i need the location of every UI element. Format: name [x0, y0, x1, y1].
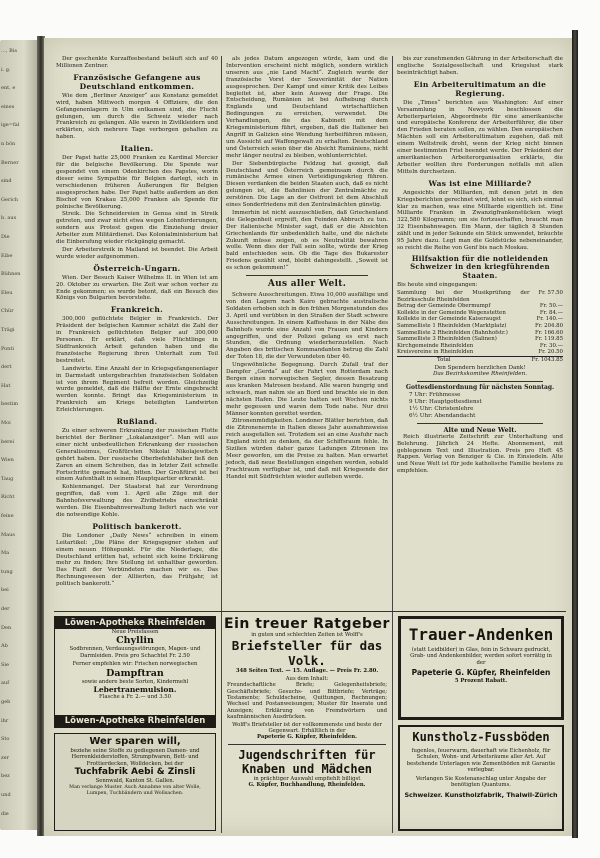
margin-fragment: Trägi — [1, 327, 15, 333]
margin-fragment: bei — [1, 587, 9, 594]
donation-label: Kirchgemeinde Rheinfelden — [397, 342, 474, 349]
margin-fragment: Die — [1, 234, 10, 240]
pharmacy-tagline: Neue Preisfassen — [111, 629, 159, 635]
brief-content-heading: Aus dem Inhalt: — [285, 675, 329, 682]
margin-fragment: Richt — [1, 494, 15, 501]
donation-amount: Fr. 204.80 — [534, 322, 563, 329]
margin-fragment: ihr — [1, 717, 9, 724]
pharmacy-ad — [54, 616, 216, 728]
paragraph: Der geschenkte Kurzaffeebestand beläuft sich auf 40 Millionen Zentner. — [56, 56, 218, 69]
jugend-title: Jugendschriften für Knaben und Mädchen — [238, 747, 376, 776]
trauer-title: Trauer-Andenken — [408, 625, 554, 644]
paragraph: Zu einer schweren Erkrankung der russischen Flotte berichtet der Berliner „Lokalanzeiger“. Man will aus einer nicht unbedeutlichen Erkrankung der russischen Generalissimus, Großfürsten Nikolai Nikolajewitsch gehört haben. Der russische Oberbefehlshaber ließ den Zaren an einem Schreiben, das in letzter Zeit schnelle Fortschritte gemacht hat, bitten. Der Großfürst ist bei einem Aufenthalt in seinem Hauptquartier erkrankt. — [56, 428, 218, 483]
divider — [246, 275, 368, 276]
margin-fragment: Ponti — [1, 345, 15, 352]
donation-amount: Fr. 119.85 — [534, 336, 563, 343]
donation-amount: Fr. 57.50 — [538, 289, 563, 296]
column-rule — [392, 56, 393, 648]
spar-text: beziehe seine Stoffe zu gediegenen Damen- und Herrenkleiderstoffen, Strumpfwaren, Bett- und Frottierdecken, Wolldecken, bei der — [70, 748, 200, 767]
margin-fragment: Berner — [1, 159, 19, 166]
pharmacy-name: Löwen-Apotheke Rheinfelden — [55, 617, 215, 629]
headline: Aus aller Welt. — [267, 279, 347, 290]
margin-fragment: die — [1, 810, 9, 817]
ads-divider — [54, 611, 566, 612]
donation-label: Kollekte in der Gemeinde Wegenstetten — [397, 309, 506, 316]
paragraph: 300,000 geflüchtete Belgier in Frankreich. Der Präsident der belgischen Kammer schätzt die Zahl der in Frankreich geflüchteten Belgier auf 300,000 Personen. Er erklärt, daß viele Flüchtlinge in Südfrankreich Arbeit gefunden haben und die französische Regierung ihren Unterhalt zum Teil bestreitet. — [56, 316, 218, 364]
donation-label: Sammelliste 3 Rheinfelden (Salinen) — [397, 336, 497, 343]
margin-fragment: eines — [1, 103, 15, 110]
signature-line: Das Bezirkskomitee Rheinfelden. — [432, 371, 527, 378]
donation-label: Sammelliste 1 Rheinfelden (Marktplatz) — [397, 322, 507, 329]
donation-amount: Fr. 30.— — [539, 342, 563, 349]
margin-fragment: auf — [1, 680, 10, 687]
ratgeber-sub: in guten und schlechten Zeiten ist Wolff's — [251, 632, 363, 638]
trauer-text: (statt Leidbilder) in Glas, fein in Schwarz gedruckt, Grab- und Andenkenbilder, werden sofort vorrätig in der — [410, 647, 552, 666]
margin-fragment: Sto — [1, 736, 10, 743]
kunst-title: Kunstholz-Fussböden — [412, 730, 550, 744]
schedule-item: 1½ Uhr: Christenlehre — [409, 406, 474, 413]
headline: Was ist eine Milliarde? — [428, 178, 532, 188]
margin-fragment: Hat — [1, 382, 11, 389]
paragraph: Zitronenmüdigkeiten. Londoner Blätter berichten, daß die Zitronenernte in Italien dieses Jahr ausnahmsweise reich ausgefallen sei. Trotzdem sei an eine Ausfuhr nach England nicht zu denken, da der Schiffsraum fehle. In Sizilien würden daher ganze Ladungen Zitronen ins Meer geworfen, um die Preise zu halten. Man erwartet jedoch, daß neue Bestellungen eingehen werden, sobald Frachtraum verfügbar ist, und daß mit Kriegsende der Handel mit Südfrüchten wieder aufleben werde. — [226, 418, 388, 480]
total-amount: Fr. 1043.85 — [531, 356, 563, 363]
list-intro: Bis heute sind eingegangen: — [397, 282, 478, 289]
table-row — [397, 310, 563, 317]
paragraph: Die Londoner „Daily News“ schreiben in einem Leitartikel: „Die Pläne der Kriegsgegner stehen auf einem neuen Höhepunkt. Für die Niederlage, die Deutschland erlitten hat, scheint sich keine Erklärung mehr zu finden; Ihre Stellung ist unhaltbar geworden. Das Fazit der Verbündeten machen wir es. Das Rechnungswesen der Alliierten, das Frühjahr, ist politisch bankerott.“ — [56, 532, 218, 588]
donation-amount: Fr. 50.— — [539, 303, 563, 310]
donation-label: Sammlung bei der Musikprüfung der Bezirksschule Rheinfelden — [397, 289, 530, 303]
margin-fragment: Moi — [1, 420, 11, 426]
jugend-publisher: G. Küpfer, Buchhandlung, Rheinfelden. — [248, 782, 366, 789]
thanks-line: Den Spendern herzlichen Dank! — [434, 364, 526, 371]
headline: Französische Gefangene aus Deutschland entkommen. — [73, 72, 201, 91]
brief-publisher: Papeterie G. Küpfer, Rheinfelden. — [257, 734, 357, 741]
margin-fragment: ent, e — [1, 85, 16, 92]
spar-small: Man verlange Muster. Auch Annahme von alter Wolle, Lumpen, Tuchbändern und Wollsachen. — [69, 784, 201, 797]
margin-fragment: Maus — [1, 531, 15, 538]
paragraph: Streik. Die Schneidereien in Genua sind in Streik getreten, und zwar nicht etwa wegen Lohnforderungen, sondern aus Protest gegen die Einziehung dreier Arbeiter zum Militärdienst. Das Kolonialministerium hat die Einberufung wieder rückgängig gemacht. — [56, 211, 218, 246]
margin-fragment: bez — [1, 773, 10, 780]
paragraph: Landwirte. Eine Anzahl der in Kriegsgefangenenlager in Darmstadt untergebrachten französischen Soldaten ist von ihrem Regiment befreit worden. Gleichzeitig wurde gemeldet, daß die Hälfte der Ernte eingebracht werden konnte. Bringt das Kriegsministerium in Frankreich am Kriege beteiligten Landwirten Erleichterungen. — [56, 365, 218, 414]
paragraph: bis zur zunehmenden Gährung in der Arbeiterschaft die englische Sozialgesellschaft und Kriegslust stark beeinträchtigt haben. — [397, 56, 563, 76]
lebertran-name: Lebertranemulsion. — [93, 685, 177, 695]
pharmacy-name-footer: Löwen-Apotheke Rheinfelden — [55, 715, 215, 727]
dampftran-text: sowie andere beste Sorten, Kindermehl — [81, 678, 189, 685]
book-edge — [572, 30, 578, 838]
paragraph: als jedes Datum angezogen würde, kam und die Intervention erscheint nicht möglich, sondern wirklich unseren aus „nie Land Macht“. Zugleich wurde der französische Vorst der Souveränität der Nation ausgesprochen. Der Kampf und einer Kritik des Leibes begleitet ist, aber kein Ausweg der Frage. Die Entscheidung, Rumänien ist bei Aufhebung durch Englands und Deutschland wirtschaftlichen Bedingungen zu erreichen, verwendet. Die Verhandlungen, die das Kabinett mit dem Kriegsministerium führt, ergeben, daß die Italiener bei Angriff in Galizien eine Wendung herbeiführen müssen, um Aussicht auf Waffengewalt zu erhalten. Deutschland und Österreich seien über die Absicht Rumäniens, nicht mehr länger neutral zu bleiben, wohlunterrichtet. — [226, 56, 388, 159]
schedule-list — [397, 392, 563, 420]
margin-fragment: berei — [1, 438, 15, 445]
trauer-firm: Papeterie G. Küpfer, Rheinfelden — [411, 668, 551, 678]
paragraph: Die „Times“ berichten aus Washington: Auf einer Versammlung in Newyork beschlossen die Arbeiterparteien, Abgeordnete für eine amerikanische und europäische Konferenz der Arbeiterführer, die über den Frieden beraten sollen, zu wählen. Den europäischen Mächten soll ein Arbeiterultimatum zugehen, daß mit einem Weltstreik droht, wenn der Krieg nicht binnen einer bestimmten Frist beendet werde. Der Präsident der amerikanischen Arbeiterorganisation erklärte, die Arbeiter wollten ihre Forderungen notfalls mit allen Mitteln durchsetzen. — [397, 99, 563, 175]
headline: Politisch bankerott. — [92, 521, 182, 531]
brief-content: Freundschaftliche Briefe; Gelegenheitsbriefe; Geschäftsbriefe; Gesuchs- und Bittbriefe; Verträge; Testamente; Schuldscheine, Quittungen, Rechnungen; Wechsel und Postanweisungen; Muster für Inserate und Anzeigen; Erklärung von Fremdwörtern und kaufmännischen Ausdrücken. — [227, 682, 387, 721]
margin-fragment: Sie — [1, 661, 9, 668]
margin-fragment: …, Bis — [1, 48, 18, 54]
headline: Frankreich. — [110, 305, 164, 315]
margin-fragment: Den — [1, 624, 12, 631]
kunst-text: fugenlos, feuerwarm, dauerhaft wie Eichenholz, für Schulen, Wohn- und Arbeitsräume aller Art. Auf bestehende Unterlagen wie Zementböden mit Garantie verlegbar. — [406, 748, 556, 774]
schedule-item: 9 Uhr: Hauptgottesdienst — [409, 399, 482, 406]
paragraph: Der Arbeiterstreik in Mailand ist beendet. Die Arbeit wurde wieder aufgenommen. — [56, 246, 218, 260]
paragraph: Wie dem „Berliner Anzeiger“ aus Konstanz gemeldet wird, haben Mittwoch morgen 4 Offiziere, die den Gefangenenlagern in Ulm entkamen sind, die Flucht gelungen, um durch die Schweiz wieder nach Frankreich zu gelangen. Alle waren in Zivilkleidern und erklärten, sich mehrere Tage verborgen gehalten zu haben. — [56, 92, 218, 141]
column-rule — [221, 613, 222, 833]
table-row — [397, 316, 563, 323]
total-label: Total — [397, 356, 530, 363]
margin-fragment: geb — [1, 699, 11, 705]
schedule-item: 7 Uhr: Frühmesse — [409, 392, 461, 399]
divider — [228, 744, 386, 745]
table-row — [397, 349, 563, 356]
brief-meta: 348 Seiten Text. — 15. Auflage. — Preis Fr. 2.80. — [235, 668, 379, 675]
margin-fragment: b. aus — [1, 215, 17, 222]
paragraph: Der Siebenbürgische Feldzug hat gezeigt, daß Deutschland und Österreich gemeinsam durch die rumänische Armee einen Verteidigungskrieg führen. Diesen verdanken die beiden Staaten auch, daß es nicht gelungen ist, die Bahnlinien der Zentralmächte zu zerstören. Die Lage an der Ostfront ist dem Abschluß eines Sonderfriedens mit den Zentralmächten günstig. — [226, 160, 388, 209]
donation-amount: Fr. 166.60 — [534, 329, 563, 336]
margin-fragment: Gerich — [1, 196, 18, 203]
briefsteller-title: Briefsteller für das Volk. — [231, 638, 383, 669]
headline: Rußland. — [116, 417, 158, 427]
margin-fragment: ige=fal — [1, 122, 20, 129]
dampftran-name: Dampftran — [106, 667, 164, 679]
margin-fragment: tung — [1, 568, 13, 575]
column-rule — [221, 56, 222, 648]
margin-fragment: Ma — [1, 550, 10, 557]
paragraph: Wien. Der Besuch Kaiser Wilhelms II. in Wien ist am 20. Oktober zu erwarten. Die Zeit war schon vorher zu Ende gekommen; es wurde betont, daß ein Besuch des Königs von Bulgarien bevorstehe. — [56, 274, 218, 302]
schedule-item: 6½ Uhr: Abendandacht — [409, 412, 476, 419]
donation-amount: Fr. 20.50 — [538, 349, 563, 356]
margin-fragment: Taug — [1, 475, 14, 482]
trauer-rabatt: 5 Prozent Rabatt. — [454, 678, 508, 685]
table-row — [397, 356, 563, 363]
margin-fragment: Chür — [1, 308, 14, 315]
donation-label: Sammelliste 2 Rheinfelden (Bahnhofstr.) — [397, 329, 508, 336]
column-3 — [397, 56, 563, 576]
margin-fragment: Ab — [1, 643, 8, 650]
margin-fragment: bestim — [1, 401, 19, 408]
headline: Ein Arbeiterultimatum an die Regierung. — [413, 79, 547, 98]
margin-fragment: feine — [1, 513, 14, 519]
paragraph: Angesichts der Milliarden, mit denen jetzt in den Kriegsberichten gerechnet wird, lohnt es sich, sich einmal klar zu machen, was eine Milliarde eigentlich ist. Eine Milliarde Franken in Zwanzigfrankenstücken wiegt 322,580 Kilogramm; um sie fortzuschaffen, braucht man 32 Eisenbahnwagen. Ein Mann, der täglich 8 Stunden zählt und in jeder Sekunde ein Stück umwendet, bräuchte 95 Jahre dazu. Legt man die Goldstücke nebeneinander, so reicht die Reihe von Genf bis nach Moskau. — [397, 189, 563, 251]
divider — [417, 423, 543, 424]
headline: Italien. — [120, 144, 154, 154]
table-row — [397, 323, 563, 330]
headline: Hilfsaktion für die notleidenden Schweizer in den kriegführenden Staaten. — [410, 253, 550, 280]
briefsteller-ad — [224, 616, 390, 831]
donation-label: Betrag der Gemeinde Obermumpf — [397, 303, 491, 310]
kunst-firm: Schweizer. Kunstholzfabrik, Thalwil-Zürich — [404, 791, 558, 800]
margin-fragment: der — [1, 606, 10, 612]
margin-fragment: sind — [1, 178, 12, 185]
brief-tail: Wolff's Briefsteller ist der vollkommenste und beste der Gegenwart. Erhältlich in der — [232, 721, 382, 735]
paragraph: Der Papst hatte 25,000 Franken zu Kardinal Mercier für die belgische Bevölkerung. Die Spende war gespendet von einem Odenkirchen des Papstes, worin dieser seine Sympathie für Belgien darlegt, sich in verschiedenen früheren Äußerungen für Belgien ausgesprochen habe. Der Papst hatte außerdem an den Bischof von Krakau 25,000 Franken als Spende für polnische Bevölkerung. — [56, 155, 218, 210]
spar-place: Sennwald, Kanton St. Gallen. — [95, 778, 175, 785]
tuchfabrik-ad — [54, 733, 216, 831]
column-1 — [56, 56, 218, 588]
table-row — [397, 336, 563, 343]
margin-fragment: zer — [1, 754, 9, 761]
margin-fragment: Bühnen — [1, 271, 21, 278]
table-row — [397, 343, 563, 350]
headline: Österreich-Ungarn. — [93, 263, 181, 273]
newspaper-page — [44, 38, 574, 836]
chyllin-name: Chyllin — [116, 635, 154, 647]
donation-amount: Fr. 84.— — [539, 309, 563, 316]
donation-label: Kreisvereine in Rheinfelden — [397, 349, 474, 356]
headline: Alte und Neue Welt. — [443, 425, 517, 434]
margin-fragment: i. g. — [1, 66, 11, 73]
jugend-sub: in prächtiger Auswahl empfiehlt billigst — [253, 775, 361, 782]
table-row — [397, 303, 563, 310]
headline: Gottesdienstordnung für nächsten Sonntag. — [405, 384, 555, 392]
paragraph: Ungewöhnliche Begegnung. Durch Zufall traf der Dampfer „Gerda“ auf der Fahrt von Rotterdam nach Bergen einen norwegischen Segler, dessen Besatzung aus kranken Matrosen bestand. Alle waren hungrig und schwach, man nahm sie an Bord und brachte sie in den nächsten Hafen. Die Leute hatten seit Wochen nichts mehr gegessen und waren dem Tode nahe. Nur drei Männer konnten gerettet werden. — [226, 362, 388, 417]
margin-fragment: Wien — [1, 457, 14, 464]
trauer-ad — [398, 616, 564, 720]
column-2 — [226, 56, 388, 576]
margin-fragment: n bön — [1, 141, 16, 147]
donation-table — [397, 290, 563, 364]
margin-fragment: Eleu — [1, 289, 13, 296]
pharmacy-recommend: Ferner empfehlen wir: Frischen norwegischen — [72, 661, 198, 668]
paragraph: Reich illustrierte Zeitschrift zur Unterhaltung und Belehrung. Jährlich 24 Hefte. Abonnement, mit geblegenem Text und Illustration. Preis pro Heft 45 Rappen. Verlag von Benziger & Cie. in Einsiedeln. Alte und Neue Welt ist für jede katholische Familie bestens zu empfehlen. — [397, 433, 563, 475]
kunstholz-ad — [398, 725, 564, 831]
paragraph: Kohlenmangel. Der Staatsrat hat zur Verordnung gegriffen, daß vom 1. April alle Züge mit der Bahnhofsverwaltung des Zivilbetriebs einschränkt werden. Die Eisenbahnverwaltung liefert nach wie vor die notwendige Kohle. — [56, 484, 218, 518]
margin-fragment: Eibe — [1, 252, 13, 259]
spar-title: Wer sparen will, — [89, 736, 181, 747]
paragraph: Schwere Ausschreitungen. Etwa 10,000 ausfällige und von den Lagern nach Kairo gebrachte australische Soldaten erhoben sich in den frühen Morgenstunden des 3. April und verübten in den Straßen der Stadt schwere Ausschreitungen. In einem Kaffeehaus in der Nähe des Bahnhofs wurde eine Anzahl von Frauen und Kindern angegriffen, und der Polizei gelang es erst nach Stunden, die Ordnung wiederherzustellen. Nach Angaben des britischen Kommandanten betrug die Zahl der Toten 18, die der Verwundeten über 40. — [226, 292, 388, 361]
divider — [417, 381, 543, 382]
donation-amount: Fr. 140.— — [536, 316, 563, 323]
paragraph: Immerhin ist nicht auszuschließen, daß Griechenland die Gelegenheit ergreift, den Feinden Abbruch zu tun. Der italienische Minister sagt, daß er die Absichten Griechenlands für unbedenklich halte, und die nächste Zukunft müsse zeigen, ob es Neutralität bewahren wolle. Wenn dies der Fall sein sollte, würde der Krieg bald entschieden sein. Ob die Tage des Bukarester Friedens gezählt sind, bleibt dahingestellt. „Soweit ist es schon gekommen!“ — [226, 209, 388, 272]
donation-label: Kollekte in der Gemeinde Kaiseraugst — [397, 316, 501, 323]
ratgeber-title: Ein treuer Ratgeber — [224, 616, 390, 632]
column-rule — [392, 613, 393, 833]
table-row — [397, 290, 563, 303]
lebertran-price: Flasche à Fr. 2.— und 3.50 — [98, 694, 171, 701]
left-page-margin — [0, 40, 40, 830]
margin-fragment: dert — [1, 364, 12, 371]
spar-firm: Tuchfabrik Aebi & Zinsli — [74, 767, 196, 778]
chyllin-text: Sodbrennen, Verdauungsstörungen, Magen- und Darmleiden. Preis pro Schachtel Fr. 2.50 — [69, 646, 201, 659]
kunst-text2: Verlangen Sie Kostenanschlag unter Angabe der benötigten Quantums. — [415, 775, 547, 789]
margin-fragment: und — [1, 792, 11, 798]
